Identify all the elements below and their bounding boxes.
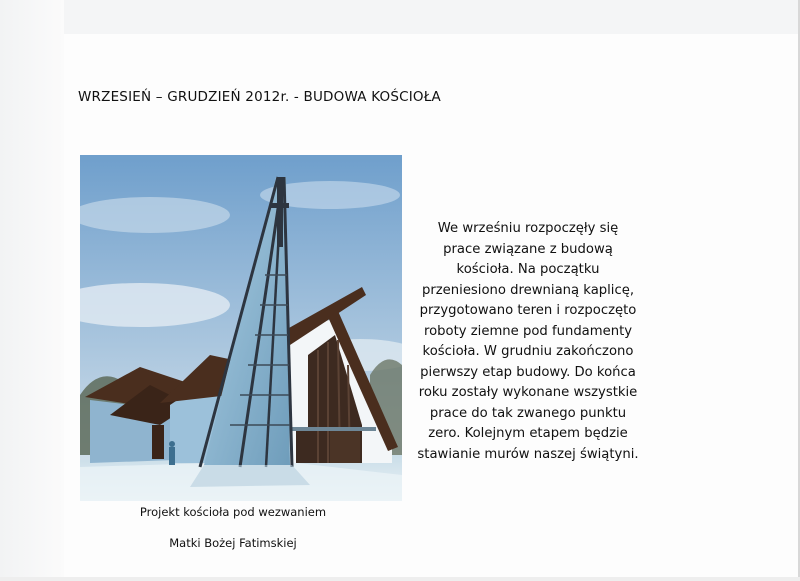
image-caption-line-1: Projekt kościoła pod wezwaniem [139,505,327,519]
scan-shadow-bottom [0,577,800,581]
scan-shadow-left [0,0,64,581]
description-line: przeniesiono drewnianą kaplicę, [421,282,635,298]
description-line: roboty ziemne pod fundamenty [423,323,633,339]
description-line: przygotowano teren i rozpoczęto [419,303,637,318]
church-rendering-image [80,155,402,501]
image-caption-line-2: Matki Bożej Fatimskiej [169,536,297,550]
scan-shadow-top [0,0,800,34]
description-line: stawianie murów naszej świątyni. [417,446,639,462]
description-line: We wrześniu rozpoczęły się [437,221,619,236]
description-line: prace do tak zwanego punktu [429,405,627,421]
description-paragraph [398,219,658,465]
description-line: zero. Kolejnym etapem będzie [428,426,628,441]
church-rendering-svg [80,155,402,501]
page-heading: WRZESIEŃ – GRUDZIEŃ 2012r. - BUDOWA KOŚCIOŁA [78,89,441,105]
description-line: kościoła. Na początku [456,262,600,277]
description-line: roku zostały wykonane wszystkie [418,385,638,400]
description-line: prace związane z budową [443,241,613,257]
description-line: pierwszy etap budowy. Do końca [420,364,636,380]
description-line: kościoła. W grudniu zakończono [422,344,634,359]
